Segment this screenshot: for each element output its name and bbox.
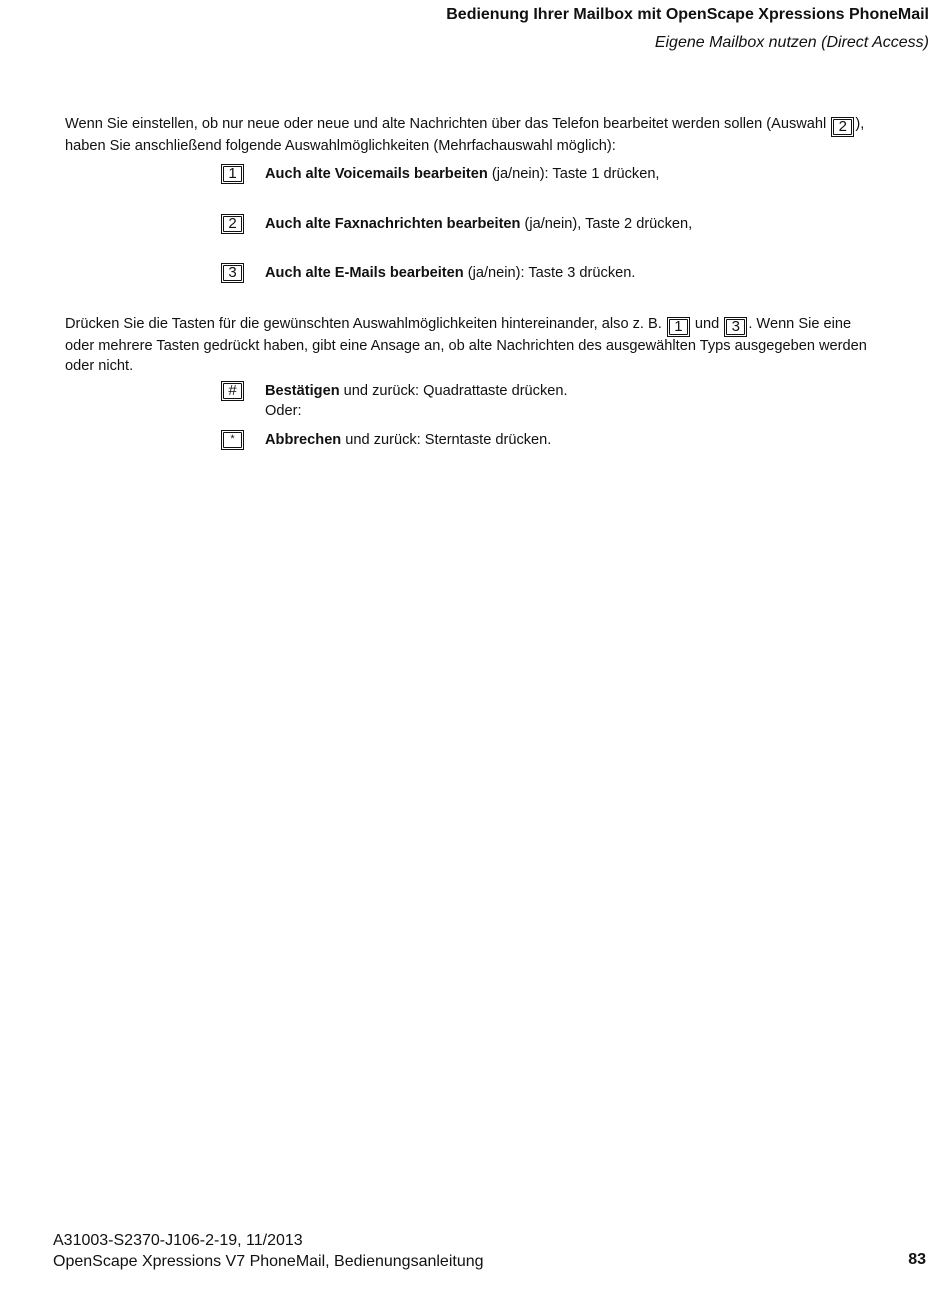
star-key-icon: * (221, 430, 244, 450)
instruction-text-line2: oder mehrere Tasten gedrückt haben, gibt eine Ansage an, ob alte Nachrichten des ausgewählten Typs ausgegeben werden (65, 338, 867, 354)
intro-text-part1: Wenn Sie einstellen, ob nur neue oder neue und alte Nachrichten über das Telefon bearbeitet werden sollen (Auswahl (65, 116, 831, 132)
header-subtitle: Eigene Mailbox nutzen (Direct Access) (654, 34, 929, 51)
instruction-text-part2: und (690, 316, 724, 332)
key-2-icon: 2 (221, 214, 244, 234)
key-3-icon: 3 (724, 317, 747, 337)
instruction-text-part1: Drücken Sie die Tasten für die gewünschten Auswahlmöglichkeiten hintereinander, also z. B. (65, 316, 666, 332)
option-voicemails-desc: (ja/nein): Taste 1 drücken, (487, 166, 660, 182)
option-voicemails-label: Auch alte Voicemails bearbeiten (265, 166, 488, 182)
key-1-icon: 1 (667, 317, 690, 337)
cancel-desc: und zurück: Sterntaste drücken. (341, 432, 552, 448)
key-2-icon: 2 (831, 117, 854, 137)
footer-doc-title: OpenScape Xpressions V7 PhoneMail, Bedienungsanleitung (53, 1253, 484, 1270)
intro-text-line2: haben Sie anschließend folgende Auswahlmöglichkeiten (Mehrfachauswahl möglich): (65, 138, 616, 154)
header-title: Bedienung Ihrer Mailbox mit OpenScape Xpressions PhoneMail (446, 6, 929, 23)
intro-paragraph (65, 115, 927, 157)
cancel-label: Abbrechen (265, 432, 342, 448)
option-faxes-label: Auch alte Faxnachrichten bearbeiten (265, 216, 521, 232)
confirm-desc: und zurück: Quadrattaste drücken. (339, 383, 568, 399)
instruction-paragraph (65, 315, 927, 376)
key-1-icon: 1 (221, 164, 244, 184)
page-number: 83 (908, 1251, 926, 1268)
confirm-label: Bestätigen (265, 383, 340, 399)
intro-text-part2: ), (855, 116, 865, 132)
instruction-text-line3: oder nicht. (65, 357, 134, 374)
option-faxes-desc: (ja/nein), Taste 2 drücken, (520, 216, 693, 232)
option-emails-label: Auch alte E-Mails bearbeiten (265, 265, 464, 281)
key-3-icon: 3 (221, 263, 244, 283)
footer (53, 1230, 484, 1272)
hash-key-icon: # (221, 381, 244, 401)
footer-doc-id: A31003-S2370-J106-2-19, 11/2013 (53, 1232, 303, 1249)
or-label: Oder: (265, 402, 302, 419)
instruction-text-part3: . Wenn Sie eine (748, 316, 852, 332)
option-emails-desc: (ja/nein): Taste 3 drücken. (463, 265, 636, 281)
